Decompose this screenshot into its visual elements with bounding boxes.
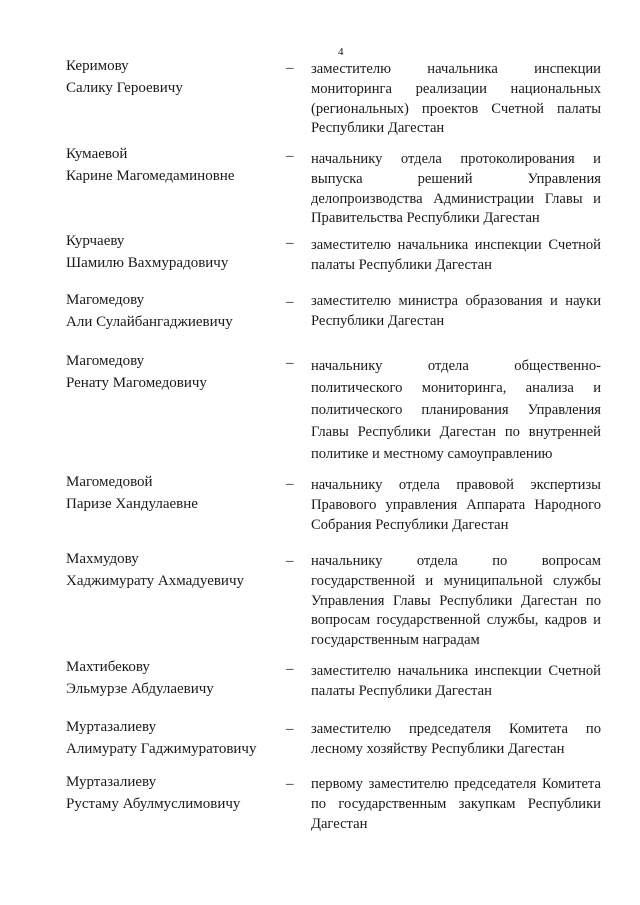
surname: Муртазалиеву <box>66 774 157 790</box>
position-text: начальнику отдела протоколирования и выпуска решений Управления делопроизводства Администрации Главы и Правительства Республики Дагестан <box>311 151 601 227</box>
dash: – <box>286 148 294 164</box>
given-names: Карине Магомедаминовне <box>66 167 235 184</box>
dash: – <box>286 553 294 569</box>
position-text: первому заместителю председателя Комитета по государственным закупкам Республики Дагестан <box>311 776 601 832</box>
position-text: заместителю министра образования и науки Республики Дагестан <box>311 293 601 329</box>
surname: Магомедову <box>66 292 145 308</box>
person-name <box>66 56 286 99</box>
given-names: Хаджимурату Ахмадуевичу <box>66 572 245 589</box>
dash: – <box>286 355 294 371</box>
person-name <box>66 144 286 187</box>
dash: – <box>286 776 294 792</box>
person-name <box>66 472 286 515</box>
dash: – <box>286 661 294 677</box>
person-name <box>66 290 286 333</box>
dash: – <box>286 235 294 251</box>
given-names: Ренату Магомедовичу <box>66 374 207 391</box>
position-text: начальнику отдела правовой экспертизы Правового управления Аппарата Народного Собрания Республики Дагестан <box>311 477 601 533</box>
person-name <box>66 717 286 760</box>
surname: Кумаевой <box>66 146 128 162</box>
surname: Керимову <box>66 58 129 74</box>
position-text: заместителю начальника инспекции Счетной палаты Республики Дагестан <box>311 663 601 699</box>
surname: Махтибекову <box>66 659 150 675</box>
given-names: Али Сулайбангаджиевичу <box>66 313 233 330</box>
position-text: начальнику отдела по вопросам государственной и муниципальной службы Управления Главы Республики Дагестан по вопросам государственной службы, кадров и государственным наградам <box>311 553 601 649</box>
surname: Махмудову <box>66 551 139 567</box>
surname: Магомедову <box>66 353 145 369</box>
surname: Магомедовой <box>66 474 153 490</box>
person-name <box>66 657 286 700</box>
surname: Курчаеву <box>66 233 125 249</box>
dash: – <box>286 721 294 737</box>
dash: – <box>286 294 294 310</box>
dash: – <box>286 476 294 492</box>
person-name <box>66 772 286 815</box>
page-number: 4 <box>338 46 344 58</box>
person-name <box>66 549 286 592</box>
person-name <box>66 351 286 394</box>
given-names: Салику Героевичу <box>66 79 183 96</box>
given-names: Паризе Хандулаевне <box>66 495 198 512</box>
position-text: заместителю начальника инспекции мониторинга реализации национальных (региональных) проектов Счетной палаты Республики Дагестан <box>311 61 601 137</box>
given-names: Алимурату Гаджимуратовичу <box>66 740 257 757</box>
position-text: заместителю председателя Комитета по лесному хозяйству Республики Дагестан <box>311 721 601 757</box>
dash: – <box>286 60 294 76</box>
person-name <box>66 231 286 274</box>
position-text: заместителю начальника инспекции Счетной палаты Республики Дагестан <box>311 237 601 273</box>
given-names: Рустаму Абулмуслимовичу <box>66 795 241 812</box>
given-names: Эльмурзе Абдулаевичу <box>66 680 214 697</box>
surname: Муртазалиеву <box>66 719 157 735</box>
position-text: начальнику отдела общественно-политического мониторинга, анализа и политического планирования Управления Главы Республики Дагестан по внутренней политике и местному самоуправлению <box>311 358 601 462</box>
given-names: Шамилю Вахмурадовичу <box>66 254 229 271</box>
